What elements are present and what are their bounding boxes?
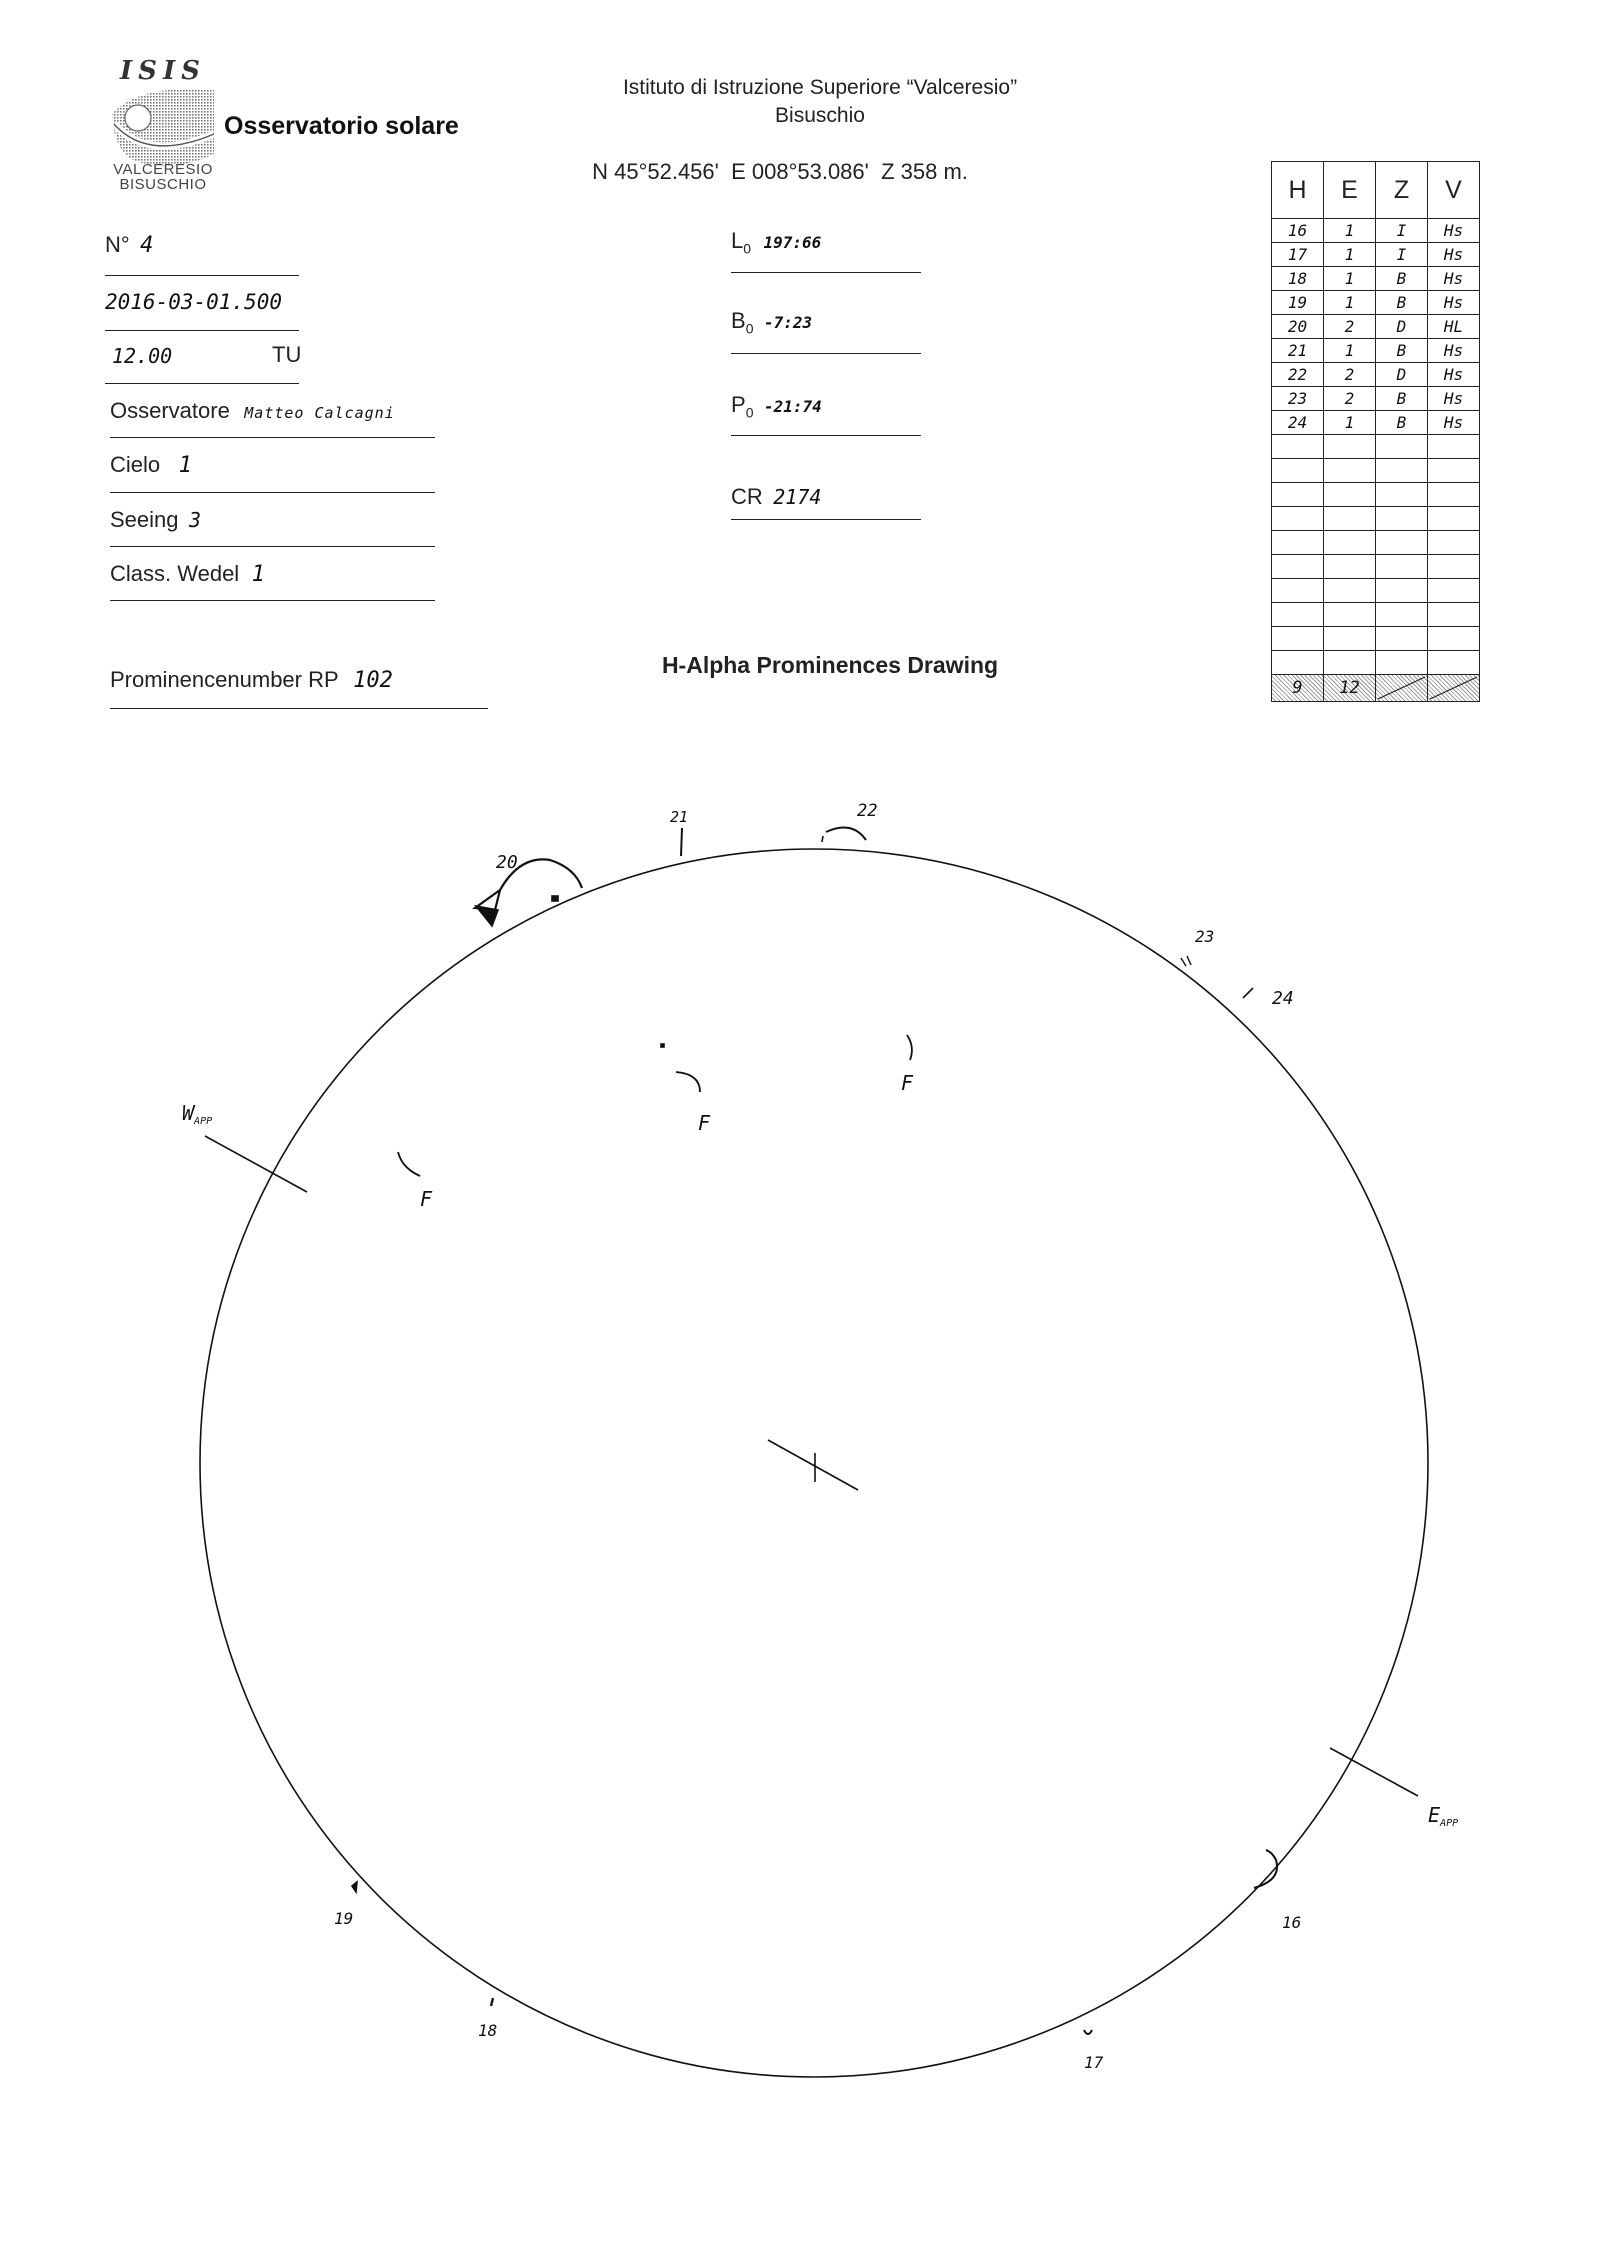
table-empty-cell	[1272, 435, 1324, 459]
table-cell: D	[1376, 363, 1428, 387]
table-empty-cell	[1324, 579, 1376, 603]
table-cell: Hs	[1428, 243, 1480, 267]
sky-rule	[110, 492, 435, 493]
table-empty-cell	[1272, 507, 1324, 531]
l0-subscript: 0	[743, 240, 752, 257]
field-p0	[731, 392, 822, 420]
table-empty-cell	[1324, 603, 1376, 627]
table-empty-cell	[1324, 531, 1376, 555]
table-cell: Hs	[1428, 267, 1480, 291]
sky-value: 1	[178, 453, 192, 478]
table-cell: 17	[1272, 243, 1324, 267]
seeing-label: Seeing	[110, 507, 179, 532]
table-empty-cell	[1376, 555, 1428, 579]
b0-rule	[731, 353, 921, 354]
filament-label: F	[420, 1187, 433, 1211]
l0-value: 197:66	[763, 233, 822, 252]
prominence-17-shape	[1084, 2030, 1092, 2034]
table-row	[1272, 363, 1480, 387]
header-cell: V	[1428, 162, 1480, 219]
table-cell: 19	[1272, 291, 1324, 315]
prom-rule	[110, 708, 488, 709]
seeing-value: 3	[188, 508, 202, 532]
time-value: 12.00	[112, 344, 173, 368]
table-cell: Hs	[1428, 411, 1480, 435]
table-empty-cell	[1324, 483, 1376, 507]
disk-axis	[768, 1440, 858, 1490]
table-cell: B	[1376, 267, 1428, 291]
east-subscript: APP	[1440, 1818, 1459, 1829]
logo-mark: ISIS	[120, 56, 206, 86]
table-empty-row	[1272, 651, 1480, 675]
prominence-label-23: 23	[1195, 927, 1215, 946]
filament-label: F	[698, 1111, 711, 1135]
table-cell: Hs	[1428, 339, 1480, 363]
b0-label: $B_0$	[731, 308, 754, 337]
prominence-label-17: 17	[1084, 2053, 1104, 2072]
table-empty-cell	[1428, 459, 1480, 483]
prominence-20-fill	[476, 906, 498, 926]
table-cell: 21	[1272, 339, 1324, 363]
observatory-name: Osservatorio solare	[224, 112, 459, 140]
header-cell: H	[1272, 162, 1324, 219]
header-cell: E	[1324, 162, 1376, 219]
prominence-22-tick	[822, 836, 823, 842]
table-cell: B	[1376, 411, 1428, 435]
table-empty-cell	[1428, 603, 1480, 627]
table-cell: 1	[1324, 219, 1376, 243]
table-empty-cell	[1272, 555, 1324, 579]
table-row	[1272, 411, 1480, 435]
table-cell: I	[1376, 219, 1428, 243]
prominence-24-shape	[1243, 988, 1253, 998]
table-cell: 20	[1272, 315, 1324, 339]
table-empty-cell	[1428, 651, 1480, 675]
table-empty-row	[1272, 507, 1480, 531]
table-empty-row	[1272, 579, 1480, 603]
table-empty-row	[1272, 531, 1480, 555]
institute-name: Istituto di Istruzione Superiore “Valceresio”	[622, 76, 1018, 99]
observer-rule	[110, 437, 435, 438]
prominence-label-22: 22	[857, 801, 878, 821]
time-rule	[105, 383, 299, 384]
filament-2-dot	[661, 1044, 664, 1047]
p0-label: $P_0$	[731, 392, 754, 421]
hatched-cell	[1376, 675, 1428, 702]
table-row	[1272, 267, 1480, 291]
table-cell: Hs	[1428, 291, 1480, 315]
prominence-label-18: 18	[478, 2021, 498, 2040]
table-empty-row	[1272, 627, 1480, 651]
cr-rule	[731, 519, 921, 520]
table-empty-cell	[1376, 603, 1428, 627]
prominence-label-16: 16	[1282, 1913, 1302, 1932]
p0-value: -21:74	[763, 397, 822, 416]
field-sky	[110, 452, 192, 478]
l0-label: $L_0$	[731, 228, 752, 257]
total-cell: 12	[1324, 675, 1376, 702]
table-empty-cell	[1272, 531, 1324, 555]
west-label: $W_{APP}$	[182, 1101, 213, 1127]
table-empty-cell	[1376, 459, 1428, 483]
p0-subscript: 0	[745, 404, 754, 421]
table-cell: 1	[1324, 267, 1376, 291]
prominence-18-shape	[491, 1998, 493, 2006]
prominence-label-20: 20	[496, 852, 518, 873]
observatory-coordinates: N 45°52.456' E 008°53.086' Z 358 m.	[592, 159, 968, 184]
prominence-19-shape	[352, 1882, 357, 1892]
table-header-row	[1272, 162, 1480, 219]
table-cell: Hs	[1428, 387, 1480, 411]
field-seeing	[110, 507, 201, 533]
field-wedel	[110, 561, 265, 587]
table-empty-cell	[1376, 579, 1428, 603]
table-empty-row	[1272, 555, 1480, 579]
table-cell: Hs	[1428, 219, 1480, 243]
table-empty-cell	[1324, 555, 1376, 579]
sky-label: Cielo	[110, 452, 161, 477]
field-observer	[110, 398, 395, 424]
cr-value: 2174	[773, 485, 822, 509]
prominence-21-shape	[681, 828, 682, 856]
table-empty-cell	[1272, 579, 1324, 603]
table-cell: 23	[1272, 387, 1324, 411]
filament-3-shape	[907, 1035, 912, 1060]
number-value: 4	[140, 233, 154, 258]
table-empty-cell	[1428, 627, 1480, 651]
table-empty-row	[1272, 459, 1480, 483]
filament-2-shape	[676, 1072, 700, 1092]
table-row	[1272, 315, 1480, 339]
table-cell: 1	[1324, 291, 1376, 315]
observatory-logo	[108, 56, 218, 196]
date-value: 2016-03-01.500	[105, 290, 283, 314]
table-empty-row	[1272, 435, 1480, 459]
solar-disk-drawing	[0, 760, 1600, 2260]
table-empty-cell	[1376, 483, 1428, 507]
table-empty-cell	[1324, 459, 1376, 483]
table-row	[1272, 387, 1480, 411]
table-empty-cell	[1324, 435, 1376, 459]
prominence-table	[1271, 161, 1480, 702]
field-l0	[731, 228, 821, 256]
prominence-label-21: 21	[670, 808, 689, 826]
table-cell: HL	[1428, 315, 1480, 339]
table-empty-cell	[1428, 579, 1480, 603]
time-unit: TU	[272, 342, 302, 367]
cr-label: CR	[731, 484, 763, 509]
table-row	[1272, 339, 1480, 363]
table-cell: 2	[1324, 315, 1376, 339]
table-empty-row	[1272, 603, 1480, 627]
hatched-cell	[1428, 675, 1480, 702]
field-cr	[731, 484, 821, 510]
table-cell: D	[1376, 315, 1428, 339]
table-row	[1272, 243, 1480, 267]
prominence-label-24: 24	[1272, 988, 1294, 1009]
wedel-value: 1	[251, 562, 265, 587]
prominence-20-shape	[475, 859, 582, 910]
field-b0	[731, 308, 812, 336]
number-label: N°	[105, 232, 130, 257]
east-label: $E_{APP}$	[1428, 1803, 1459, 1829]
table-empty-cell	[1428, 435, 1480, 459]
table-empty-cell	[1324, 627, 1376, 651]
table-cell: Hs	[1428, 363, 1480, 387]
drawing-title: H-Alpha Prominences Drawing	[661, 652, 999, 678]
filament-1-shape	[398, 1152, 420, 1176]
wedel-rule	[110, 600, 435, 601]
east-marker	[1330, 1748, 1418, 1796]
table-empty-cell	[1272, 603, 1324, 627]
west-marker	[205, 1136, 307, 1192]
table-cell: 22	[1272, 363, 1324, 387]
table-cell: I	[1376, 243, 1428, 267]
table-empty-cell	[1272, 627, 1324, 651]
table-cell: B	[1376, 387, 1428, 411]
table-cell: 2	[1324, 363, 1376, 387]
prominence-22-shape	[826, 828, 866, 841]
field-prominence-number	[110, 667, 393, 693]
table-cell: B	[1376, 291, 1428, 315]
l0-rule	[731, 272, 921, 273]
solar-disk	[200, 849, 1428, 2077]
table-empty-cell	[1272, 459, 1324, 483]
number-rule	[105, 275, 299, 276]
total-cell: 9	[1272, 675, 1324, 702]
logo-line-2: BISUSCHIO	[119, 176, 207, 193]
table-empty-cell	[1428, 555, 1480, 579]
table-totals-row	[1272, 675, 1480, 702]
table-cell: B	[1376, 339, 1428, 363]
institute-town: Bisuschio	[775, 104, 865, 127]
table-empty-cell	[1272, 651, 1324, 675]
table-cell: 24	[1272, 411, 1324, 435]
p0-rule	[731, 435, 921, 436]
filament-label: F	[901, 1071, 914, 1095]
b0-value: -7:23	[763, 313, 813, 332]
table-row	[1272, 219, 1480, 243]
prom-label: Prominencenumber RP	[110, 667, 339, 692]
prominence-label-19: 19	[334, 1909, 354, 1928]
prominence-20-dot	[552, 896, 558, 901]
prominence-23-shape	[1181, 956, 1191, 966]
logo-line-1: VALCERESIO	[113, 161, 213, 178]
table-empty-cell	[1376, 531, 1428, 555]
table-empty-cell	[1428, 483, 1480, 507]
b0-subscript: 0	[745, 320, 754, 337]
table-empty-cell	[1376, 627, 1428, 651]
table-empty-cell	[1376, 507, 1428, 531]
header-cell: Z	[1376, 162, 1428, 219]
table-cell: 16	[1272, 219, 1324, 243]
prom-value: 102	[353, 668, 393, 693]
table-empty-cell	[1376, 651, 1428, 675]
west-subscript: APP	[194, 1116, 213, 1127]
table-empty-row	[1272, 483, 1480, 507]
table-cell: 18	[1272, 267, 1324, 291]
wedel-label: Class. Wedel	[110, 561, 240, 586]
table-empty-cell	[1324, 651, 1376, 675]
table-empty-cell	[1428, 531, 1480, 555]
table-empty-cell	[1324, 507, 1376, 531]
table-cell: 2	[1324, 387, 1376, 411]
date-rule	[105, 330, 299, 331]
table-cell: 1	[1324, 411, 1376, 435]
table-empty-cell	[1376, 435, 1428, 459]
seeing-rule	[110, 546, 435, 547]
table-row	[1272, 291, 1480, 315]
observer-value: Matteo Calcagni	[244, 404, 395, 422]
field-number	[105, 232, 153, 258]
table-cell: 1	[1324, 243, 1376, 267]
table-cell: 1	[1324, 339, 1376, 363]
observer-label: Osservatore	[110, 398, 230, 423]
table-empty-cell	[1272, 483, 1324, 507]
table-empty-cell	[1428, 507, 1480, 531]
